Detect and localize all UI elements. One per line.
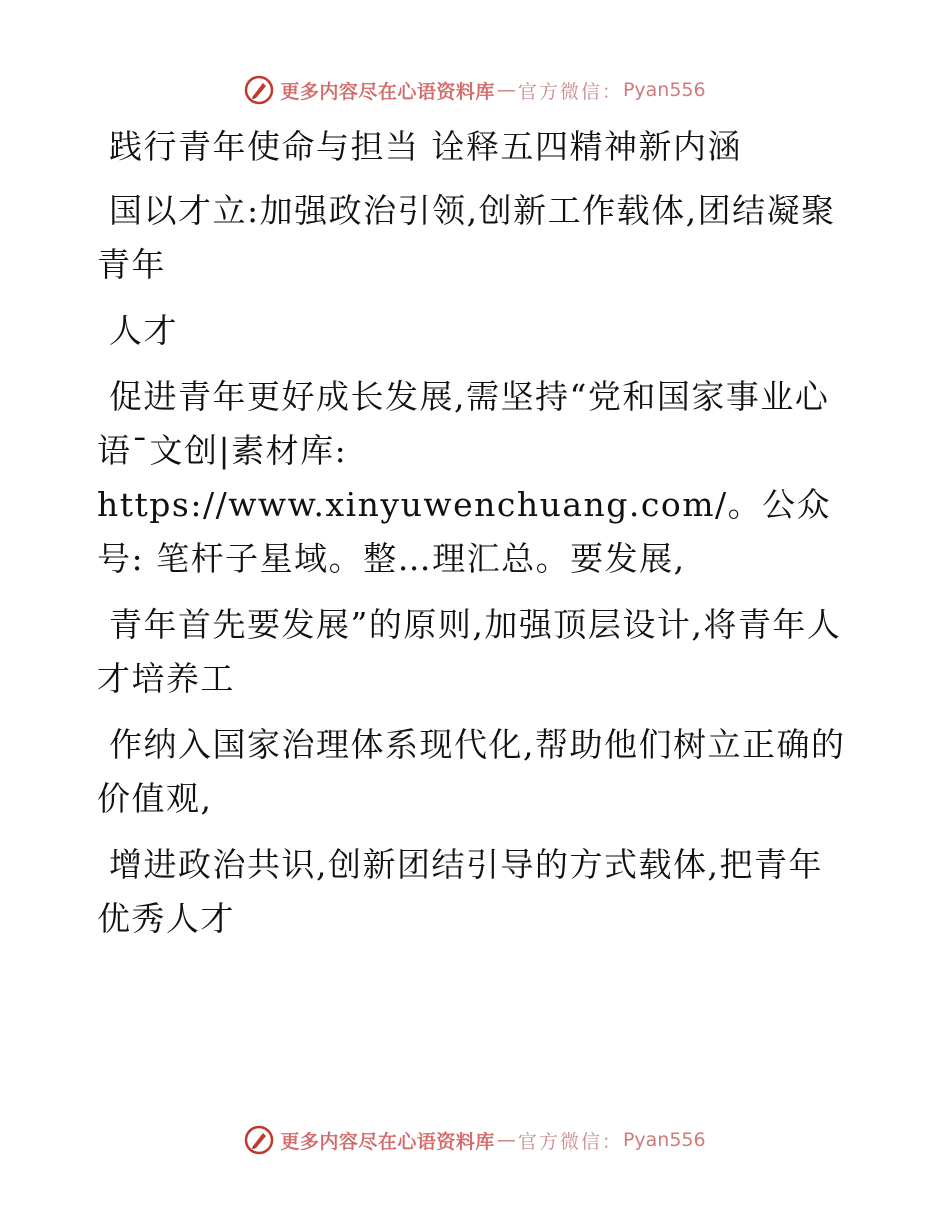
header-brand-text: 更多内容尽在心语资料库 bbox=[280, 80, 495, 103]
footer-brand-text: 更多内容尽在心语资料库 bbox=[280, 1130, 495, 1153]
header-watermark bbox=[0, 70, 950, 110]
paragraph: 国以才立:加强政治引领,创新工作载体,团结凝聚青年 bbox=[97, 191, 836, 284]
header-wechat-id: Pyan556 bbox=[622, 79, 706, 101]
paragraph: 促进青年更好成长发展,需坚持“党和国家事业心语¯文创|素材库: https://www.xinyuwenchuang.com/。公众号: 笔杆子星域。整…理汇总。要发展, bbox=[97, 377, 832, 578]
pen-logo-icon bbox=[244, 1125, 274, 1155]
paragraph: 青年首先要发展”的原则,加强顶层设计,将青年人才培养工 bbox=[97, 605, 842, 698]
document-body bbox=[97, 120, 847, 958]
document-title: 践行青年使命与担当 诠释五四精神新内涵 bbox=[109, 127, 742, 166]
footer-dash: — bbox=[496, 1129, 516, 1151]
pen-logo-icon bbox=[244, 75, 274, 105]
footer-official-label: 官方微信： bbox=[517, 1130, 623, 1153]
paragraph: 作纳入国家治理体系现代化,帮助他们树立正确的价值观, bbox=[97, 725, 846, 818]
header-official-label: 官方微信： bbox=[517, 80, 623, 103]
footer-wechat-id: Pyan556 bbox=[622, 1129, 706, 1151]
paragraph: 人才 bbox=[109, 311, 178, 350]
paragraph: 增进政治共识,创新团结引导的方式载体,把青年优秀人才 bbox=[97, 845, 823, 938]
footer-watermark bbox=[0, 1120, 950, 1160]
header-dash: — bbox=[496, 79, 516, 101]
